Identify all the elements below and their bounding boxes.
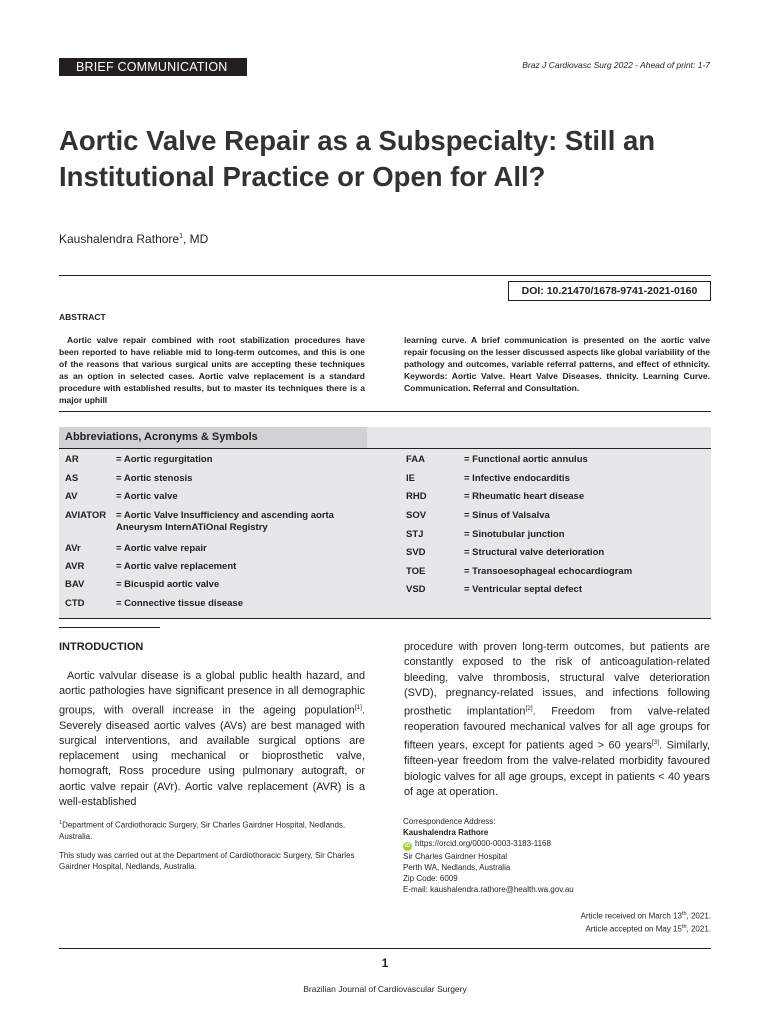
abstract-text-right [404,334,710,394]
abbreviation-definition: = Functional aortic annulus [464,454,588,465]
journal-reference: Braz J Cardiovasc Surg 2022 - Ahead of print: 1-7 [522,60,710,70]
page-number: 1 [381,956,389,970]
abstract-keywords: Keywords: Aortic Valve. Heart Valve Diseases. thnicity. Learning Curve. Communication. Referral and Consultation. [404,371,710,394]
author-degree: , MD [183,232,209,246]
introduction-divider [59,627,160,628]
abbreviation-term: AS [65,473,79,484]
abbreviation-term: AVIATOR [65,510,107,521]
abbreviations-heading: Abbreviations, Acronyms & Symbols [59,427,367,448]
author-name: Kaushalendra Rathore [59,232,180,246]
abbreviation-definition: = Aortic Valve Insufficiency and ascending aorta [116,510,334,521]
doi-link[interactable]: DOI: 10.21470/1678-9741-2021-0160 [508,281,711,301]
affiliation-mark: 1 [59,820,63,826]
abbreviation-definition: = Sinus of Valsalva [464,510,550,521]
affiliation-text: Department of Cardiothoracic Surgery, Sir Charles Gairdner Hospital, Nedlands, Australia. [59,820,346,841]
abbreviation-term: AVR [65,561,85,572]
abbreviation-definition: = Ventricular septal defect [464,584,583,595]
abbreviation-definition: = Rheumatic heart disease [464,491,585,502]
correspondence-address-line: Perth WA, Nedlands, Australia [403,863,511,872]
section-tag: BRIEF COMMUNICATION [59,58,247,76]
abstract-heading: ABSTRACT [59,312,106,322]
doi-divider [59,275,711,276]
correspondence-address-line: Zip Code: 6009 [403,874,458,883]
abbreviation-term: IE [406,473,415,484]
abbreviation-definition: = Aortic valve replacement [116,561,237,572]
orcid-link[interactable]: https://orcid.org/0000-0003-3183-1168 [415,839,551,848]
body-text: . Severely diseased aortic valves (AVs) are best managed with surgical interventions, and available surgical options are replacement using mechanical or bioprosthetic valve, homograft, Ross procedure using pulmonary autograft, or aortic valve repair (AVr). Aortic valve replacement (AVR) is a well-established [59,704,365,808]
abbreviation-term: AVr [65,543,81,554]
abbreviation-term: STJ [406,529,424,540]
correspondence-block [403,816,713,895]
citation-link[interactable]: [1] [354,703,362,711]
abbreviation-definition: = Bicuspid aortic valve [116,579,220,590]
abbreviation-term: FAA [406,454,425,465]
article-title: Aortic Valve Repair as a Subspecialty: Still an Institutional Practice or Open for All? [59,125,656,192]
abstract-divider [59,411,711,412]
correspondence-email[interactable]: E-mail: kaushalendra.rathore@health.wa.gov.au [403,885,574,894]
body-text: procedure with proven long-term outcomes, but patients are constantly exposed to the risk of anticoagulation-related bleeding, valve thrombosis, structural valve deterioration (SVD), pregnancy-related issues, and infections following prosthetic implantation [404,641,710,718]
abbreviation-definition: = Infective endocarditis [464,473,570,484]
body-text: . Freedom from valve-related reoperation favoured mechanical valves for all age groups for fifteen years, except for patients aged > 60 years [404,705,710,753]
abbreviations-divider [59,448,711,449]
abbreviation-term: SVD [406,547,426,558]
affiliation-footnote [59,818,369,842]
author-affiliation-mark: 1 [179,233,183,240]
orcid-icon: iD [405,843,410,849]
abbreviation-definition: = Aortic stenosis [116,473,193,484]
correspondence-name: Kaushalendra Rathore [403,828,489,837]
received-date: Article received on March 13th, 2021. [580,911,711,921]
abbreviation-term: AV [65,491,78,502]
accepted-date: Article accepted on May 15th, 2021. [585,923,711,934]
footer-divider [59,948,711,949]
abbreviation-definition: = Aortic regurgitation [116,454,213,465]
body-text: . Similarly, fifteen-year freedom from the valve-related morbidity favoured biologic valves for all age groups, except in patients < 40 years of age at operation. [404,740,710,798]
abbreviation-term: CTD [65,598,85,609]
study-location-footnote: This study was carried out at the Department of Cardiothoracic Surgery, Sir Charles Gairdner Hospital, Nedlands, Australia. [59,851,355,871]
correspondence-label: Correspondence Address: [403,817,496,826]
footer-journal-name: Brazilian Journal of Cardiovascular Surgery [303,984,467,994]
abbreviation-term: VSD [406,584,426,595]
abbreviation-definition: = Connective tissue disease [116,598,243,609]
abstract-text-left: Aortic valve repair combined with root stabilization procedures have been reported to have reliable mid to long-term outcomes, and this is one of the reasons that various surgical units are accepting these techniques as an option in selected cases. Aortic valve replacement is a standard procedure with established results, but to master its techniques there is a major uphill [59,335,365,406]
body-text: Aortic valvular disease is a global public health hazard, and aortic pathologies have significant presence in all demographic groups, with overall increase in the ageing population [59,670,365,717]
abbreviation-term: TOE [406,566,426,577]
introduction-text-left [59,669,365,810]
abbreviation-term: RHD [406,491,427,502]
citation-link[interactable]: [3] [651,739,660,747]
abbreviation-term: BAV [65,579,85,590]
abbreviation-term: AR [65,454,79,465]
citation-link[interactable]: [2] [525,705,533,713]
abbreviation-definition-continued: Aneurysm InternATiOnal Registry [116,522,268,533]
abbreviation-term: SOV [406,510,427,521]
orcid-line [403,838,713,851]
introduction-text-right [404,640,710,800]
introduction-heading: INTRODUCTION [59,641,144,653]
correspondence-address-line: Sir Charles Gairdner Hospital [403,852,508,861]
abbreviation-definition: = Structural valve deterioration [464,547,605,558]
abbreviation-definition: = Aortic valve repair [116,543,207,554]
abstract-text-continued: learning curve. A brief communication is presented on the aortic valve repair focusing on the lesser discussed aspects like global variability of the pathology and outcomes, variable referral patterns, and effect of ethnicity. [404,335,710,370]
abbreviation-definition: = Aortic valve [116,491,178,502]
abbreviation-definition: = Transoesophageal echocardiogram [464,566,633,577]
article-dates [581,909,711,934]
abbreviation-definition: = Sinotubular junction [464,529,565,540]
author-line [59,232,208,246]
